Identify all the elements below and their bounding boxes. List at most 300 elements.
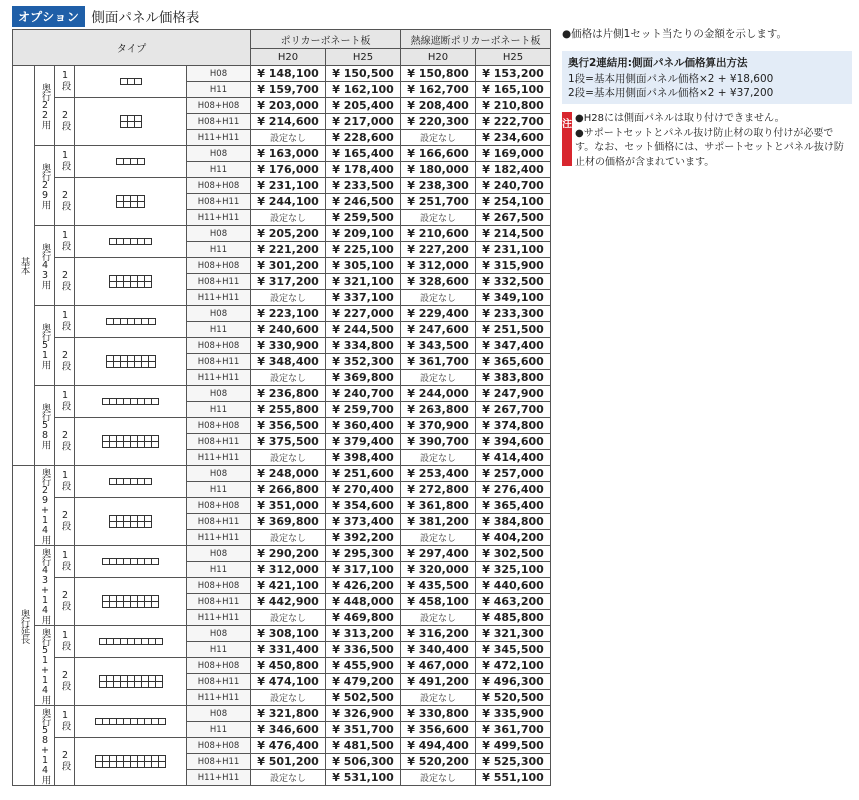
panel-diagram-cell [75,386,187,418]
panel-diagram [109,478,152,485]
panel-height-label: H11+H11 [187,530,251,546]
price-cell: ¥ 361,700 [401,354,476,370]
stage-label [55,178,75,226]
stage-label-text: 2段 [59,509,71,531]
panel-diagram-cell [75,66,187,98]
price-cell: 設定なし [251,530,326,546]
price-cell: ¥ 520,200 [401,754,476,770]
stage-label [55,706,75,738]
price-cell: ¥ 210,800 [476,98,551,114]
price-cell: ¥ 255,800 [251,402,326,418]
table-row [13,226,551,242]
depth-category-label: 奥行29用 [35,146,55,226]
price-cell: ¥ 165,400 [326,146,401,162]
price-cell: ¥ 502,500 [326,690,401,706]
price-cell: ¥ 435,500 [401,578,476,594]
stage-label-text: 2段 [59,349,71,371]
price-cell: ¥ 361,800 [401,498,476,514]
panel-diagram [120,115,142,128]
table-row [13,306,551,322]
panel-height-label: H11 [187,322,251,338]
price-cell: ¥ 217,000 [326,114,401,130]
panel-diagram-cell [75,418,187,466]
price-cell: ¥ 479,200 [326,674,401,690]
table-row [13,738,551,754]
stage-label [55,626,75,658]
panel-height-label: H11 [187,562,251,578]
price-table-body [13,66,551,786]
panel-diagram [95,755,166,768]
price-cell: ¥ 301,200 [251,258,326,274]
price-cell: ¥ 379,400 [326,434,401,450]
stage-label-text: 2段 [59,189,71,211]
panel-diagram-cell [75,98,187,146]
group-label: 基本 [13,66,35,466]
price-cell: ¥ 266,800 [251,482,326,498]
price-cell: ¥ 476,400 [251,738,326,754]
price-cell: ¥ 267,700 [476,402,551,418]
price-cell: ¥ 384,800 [476,514,551,530]
price-cell: ¥ 176,000 [251,162,326,178]
price-cell: ¥ 231,100 [251,178,326,194]
stage-label-text: 1段 [59,469,71,491]
price-cell: ¥ 354,600 [326,498,401,514]
panel-height-label: H08+H11 [187,354,251,370]
price-cell: ¥ 159,700 [251,82,326,98]
table-row [13,98,551,114]
price-cell: ¥ 458,100 [401,594,476,610]
panel-diagram-cell [75,258,187,306]
price-cell: ¥ 481,500 [326,738,401,754]
price-cell: 設定なし [251,130,326,146]
panel-diagram [102,435,159,448]
stage-label-text: 1段 [59,549,71,571]
price-cell: 設定なし [251,690,326,706]
formula-line: 2段=基本用側面パネル価格×2 + ¥37,200 [568,87,774,100]
price-cell: ¥ 240,700 [326,386,401,402]
price-cell: ¥ 501,200 [251,754,326,770]
panel-diagram [102,558,159,565]
table-row [13,626,551,642]
price-cell: ¥ 491,200 [401,674,476,690]
price-cell: ¥ 316,200 [401,626,476,642]
panel-height-label: H11+H11 [187,290,251,306]
stage-label [55,658,75,706]
price-cell: ¥ 257,000 [476,466,551,482]
price-cell: 設定なし [251,610,326,626]
panel-height-label: H08+H08 [187,738,251,754]
stage-label-text: 1段 [59,629,71,651]
price-cell: ¥ 499,500 [476,738,551,754]
depth-category-label: 奥行51用 [35,306,55,386]
stage-label-text: 1段 [59,69,71,91]
stage-label [55,98,75,146]
panel-diagram-cell [75,146,187,178]
table-row [13,146,551,162]
h25-header: H25 [326,49,401,66]
price-cell: ¥ 321,800 [251,706,326,722]
price-cell: ¥ 153,200 [476,66,551,82]
price-cell: ¥ 334,800 [326,338,401,354]
table-row [13,386,551,402]
stage-label-text: 1段 [59,709,71,731]
price-cell: ¥ 448,000 [326,594,401,610]
price-cell: ¥ 348,400 [251,354,326,370]
price-cell: ¥ 225,100 [326,242,401,258]
price-cell: ¥ 375,500 [251,434,326,450]
price-cell: ¥ 254,100 [476,194,551,210]
price-cell: ¥ 244,000 [401,386,476,402]
price-cell: ¥ 373,400 [326,514,401,530]
price-cell: ¥ 369,800 [251,514,326,530]
price-cell: ¥ 494,400 [401,738,476,754]
price-cell: ¥ 308,100 [251,626,326,642]
notes-list [575,112,852,170]
price-cell: ¥ 231,100 [476,242,551,258]
price-cell: ¥ 398,400 [326,450,401,466]
panel-diagram [95,718,166,725]
panel-diagram [116,158,145,165]
price-cell: ¥ 472,100 [476,658,551,674]
price-cell: ¥ 485,800 [476,610,551,626]
price-cell: ¥ 246,500 [326,194,401,210]
panel-diagram-cell [75,226,187,258]
panel-diagram-cell [75,466,187,498]
stage-label-text: 2段 [59,109,71,131]
price-cell: ¥ 233,500 [326,178,401,194]
price-cell: ¥ 203,000 [251,98,326,114]
panel-diagram-cell [75,626,187,658]
price-cell: ¥ 276,400 [476,482,551,498]
panel-height-label: H11 [187,722,251,738]
panel-height-label: H11 [187,482,251,498]
price-cell: ¥ 238,300 [401,178,476,194]
panel-height-label: H11+H11 [187,690,251,706]
stage-label [55,578,75,626]
panel-height-label: H08+H08 [187,98,251,114]
price-cell: ¥ 214,600 [251,114,326,130]
price-cell: ¥ 233,300 [476,306,551,322]
depth-category-label: 奥行29+14用 [35,466,55,546]
panel-height-label: H08+H11 [187,594,251,610]
panel-diagram [99,638,163,645]
price-cell: ¥ 525,300 [476,754,551,770]
stage-label-text: 2段 [59,589,71,611]
price-cell: ¥ 180,000 [401,162,476,178]
panel-diagram-cell [75,306,187,338]
price-cell: ¥ 272,800 [401,482,476,498]
panel-diagram [99,675,163,688]
header [12,6,199,26]
table-row [13,338,551,354]
price-cell: ¥ 244,500 [326,322,401,338]
price-cell: ¥ 259,700 [326,402,401,418]
price-cell: ¥ 455,900 [326,658,401,674]
panel-diagram-cell [75,498,187,546]
price-cell: ¥ 390,700 [401,434,476,450]
stage-label-text: 2段 [59,269,71,291]
polycarbonate-header: ポリカーボネート板 [251,30,401,49]
panel-diagram-cell [75,706,187,738]
price-cell: ¥ 345,500 [476,642,551,658]
panel-diagram-cell [75,738,187,786]
depth-category-label: 奥行58+14用 [35,706,55,786]
panel-height-label: H08+H11 [187,274,251,290]
panel-height-label: H08 [187,66,251,82]
panel-height-label: H11 [187,402,251,418]
price-cell: ¥ 162,100 [326,82,401,98]
price-cell: ¥ 392,200 [326,530,401,546]
price-cell: 設定なし [251,290,326,306]
price-cell: ¥ 414,400 [476,450,551,466]
option-badge: オプション [12,6,85,27]
group-label: 奥行延長 [13,466,35,786]
stage-label [55,338,75,386]
price-cell: ¥ 228,600 [326,130,401,146]
price-cell: ¥ 496,300 [476,674,551,690]
table-row [13,66,551,82]
panel-height-label: H08+H11 [187,514,251,530]
type-header: タイプ [13,30,251,66]
price-cell: 設定なし [251,770,326,786]
price-cell: ¥ 361,700 [476,722,551,738]
stage-label [55,738,75,786]
table-row [13,178,551,194]
table-row [13,658,551,674]
price-cell: ¥ 374,800 [476,418,551,434]
stage-label-text: 2段 [59,429,71,451]
price-cell: ¥ 340,400 [401,642,476,658]
price-cell: ¥ 313,200 [326,626,401,642]
side-notes [562,24,852,170]
note-item: ●H28には側面パネルは取り付けできません。 [575,113,785,125]
price-cell: ¥ 150,800 [401,66,476,82]
price-cell: ¥ 321,300 [476,626,551,642]
price-cell: ¥ 222,700 [476,114,551,130]
price-cell: ¥ 404,200 [476,530,551,546]
price-cell: ¥ 205,200 [251,226,326,242]
heat-shield-polycarbonate-header: 熱線遮断ポリカーボネート板 [401,30,551,49]
panel-diagram [106,355,156,368]
price-cell: ¥ 474,100 [251,674,326,690]
price-cell: ¥ 270,400 [326,482,401,498]
price-cell: ¥ 394,600 [476,434,551,450]
price-cell: ¥ 209,100 [326,226,401,242]
panel-height-label: H08+H08 [187,258,251,274]
h20-header: H20 [251,49,326,66]
price-cell: ¥ 450,800 [251,658,326,674]
panel-height-label: H11 [187,82,251,98]
price-cell: ¥ 356,500 [251,418,326,434]
price-cell: ¥ 297,400 [401,546,476,562]
table-row [13,258,551,274]
stage-label [55,466,75,498]
price-cell: 設定なし [251,210,326,226]
panel-height-label: H11+H11 [187,210,251,226]
price-cell: ¥ 426,200 [326,578,401,594]
price-cell: 設定なし [401,130,476,146]
price-cell: ¥ 317,200 [251,274,326,290]
panel-height-label: H08 [187,546,251,562]
price-cell: ¥ 336,500 [326,642,401,658]
price-cell: ¥ 302,500 [476,546,551,562]
panel-diagram [116,195,145,208]
price-cell: ¥ 360,400 [326,418,401,434]
price-cell: ¥ 163,000 [251,146,326,162]
price-cell: 設定なし [401,770,476,786]
price-cell: ¥ 383,800 [476,370,551,386]
price-cell: ¥ 162,700 [401,82,476,98]
stage-label [55,258,75,306]
price-cell: 設定なし [401,530,476,546]
depth-category-label: 奥行43+14用 [35,546,55,626]
panel-height-label: H11 [187,162,251,178]
stage-label-text: 1段 [59,309,71,331]
price-cell: ¥ 381,200 [401,514,476,530]
price-cell: ¥ 148,100 [251,66,326,82]
panel-diagram [109,238,152,245]
price-cell: ¥ 214,500 [476,226,551,242]
price-cell: ¥ 312,000 [251,562,326,578]
price-cell: ¥ 227,200 [401,242,476,258]
panel-height-label: H08 [187,466,251,482]
table-row [13,546,551,562]
price-table [12,29,551,786]
price-cell: ¥ 335,900 [476,706,551,722]
stage-label [55,498,75,546]
price-cell: ¥ 223,100 [251,306,326,322]
price-cell: ¥ 325,100 [476,562,551,578]
panel-height-label: H08+H08 [187,578,251,594]
panel-height-label: H08 [187,306,251,322]
price-cell: ¥ 251,500 [476,322,551,338]
panel-height-label: H11+H11 [187,130,251,146]
panel-diagram-cell [75,178,187,226]
price-cell: ¥ 317,100 [326,562,401,578]
price-cell: ¥ 440,600 [476,578,551,594]
table-row [13,578,551,594]
price-cell: ¥ 263,800 [401,402,476,418]
stage-label-text: 2段 [59,669,71,691]
panel-height-label: H08+H11 [187,114,251,130]
table-row [13,418,551,434]
panel-height-label: H08 [187,626,251,642]
panel-height-label: H08+H11 [187,754,251,770]
price-cell: ¥ 267,500 [476,210,551,226]
price-cell: ¥ 305,100 [326,258,401,274]
price-cell: ¥ 234,600 [476,130,551,146]
price-cell: ¥ 247,900 [476,386,551,402]
price-cell: ¥ 520,500 [476,690,551,706]
panel-diagram [120,78,142,85]
price-cell: ¥ 208,400 [401,98,476,114]
table-row [13,466,551,482]
price-cell: ¥ 259,500 [326,210,401,226]
price-cell: ¥ 178,400 [326,162,401,178]
price-cell: ¥ 351,700 [326,722,401,738]
price-cell: ¥ 330,800 [401,706,476,722]
panel-diagram [102,595,159,608]
stage-label [55,66,75,98]
price-cell: ¥ 312,000 [401,258,476,274]
price-cell: 設定なし [401,290,476,306]
price-cell: ¥ 251,700 [401,194,476,210]
price-cell: ¥ 421,100 [251,578,326,594]
price-cell: 設定なし [401,610,476,626]
depth-category-label: 奥行51+14用 [35,626,55,706]
price-cell: ¥ 365,600 [476,354,551,370]
depth-category-label: 奥行22用 [35,66,55,146]
stage-label-text: 1段 [59,389,71,411]
stage-label [55,306,75,338]
stage-label [55,226,75,258]
price-cell: ¥ 236,800 [251,386,326,402]
price-cell: ¥ 351,000 [251,498,326,514]
price-cell: ¥ 169,000 [476,146,551,162]
price-cell: ¥ 331,400 [251,642,326,658]
panel-height-label: H08 [187,386,251,402]
panel-height-label: H08+H08 [187,658,251,674]
panel-diagram [109,515,152,528]
stage-label [55,146,75,178]
panel-height-label: H08+H11 [187,194,251,210]
price-cell: ¥ 182,400 [476,162,551,178]
panel-height-label: H08+H08 [187,178,251,194]
price-cell: ¥ 469,800 [326,610,401,626]
price-cell: ¥ 251,600 [326,466,401,482]
price-cell: ¥ 320,000 [401,562,476,578]
price-cell: ¥ 356,600 [401,722,476,738]
panel-height-label: H08+H11 [187,434,251,450]
price-cell: ¥ 247,600 [401,322,476,338]
price-cell: ¥ 369,800 [326,370,401,386]
price-cell: 設定なし [251,370,326,386]
price-cell: ¥ 253,400 [401,466,476,482]
price-cell: ¥ 365,400 [476,498,551,514]
panel-height-label: H11+H11 [187,450,251,466]
price-cell: ¥ 463,200 [476,594,551,610]
price-cell: ¥ 221,200 [251,242,326,258]
formula-title: 奥行2連結用:側面パネル価格算出方法 [568,57,748,69]
panel-height-label: H11+H11 [187,610,251,626]
price-cell: ¥ 295,300 [326,546,401,562]
table-row [13,498,551,514]
price-cell: ¥ 321,100 [326,274,401,290]
page-title: 側面パネル価格表 [91,10,200,26]
panel-height-label: H11+H11 [187,370,251,386]
price-cell: ¥ 240,700 [476,178,551,194]
price-cell: ¥ 229,400 [401,306,476,322]
price-cell: ¥ 346,600 [251,722,326,738]
price-cell: ¥ 227,000 [326,306,401,322]
panel-height-label: H08+H08 [187,338,251,354]
price-cell: ¥ 315,900 [476,258,551,274]
depth-category-label: 奥行43用 [35,226,55,306]
price-cell: ¥ 326,900 [326,706,401,722]
formula-box [562,51,852,104]
price-cell: ¥ 349,100 [476,290,551,306]
price-cell: 設定なし [251,450,326,466]
panel-diagram [106,318,156,325]
panel-height-label: H08 [187,146,251,162]
price-cell: ¥ 370,900 [401,418,476,434]
price-cell: ¥ 506,300 [326,754,401,770]
price-cell: ¥ 330,900 [251,338,326,354]
h25-header: H25 [476,49,551,66]
table-row [13,706,551,722]
panel-diagram [109,275,152,288]
price-cell: ¥ 165,100 [476,82,551,98]
